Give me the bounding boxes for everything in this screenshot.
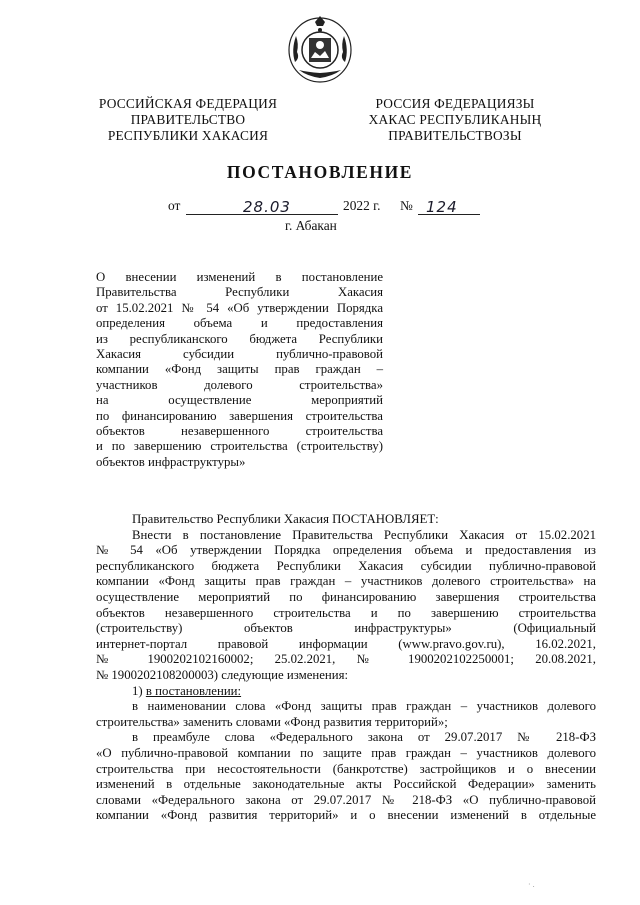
header-left-line-2: ПРАВИТЕЛЬСТВО: [130, 112, 246, 127]
para1-line: компании «Фонд защиты прав граждан – участников долевого строительства» на: [96, 574, 596, 589]
header-left-line-1: РОССИЙСКАЯ ФЕДЕРАЦИЯ: [98, 96, 278, 111]
item-1-number: 1): [132, 683, 143, 698]
item-1: [96, 684, 596, 700]
para2-line: в наименовании слова «Фонд защиты прав граждан – участников долевого: [132, 699, 596, 714]
header-right-khakas: [355, 96, 555, 144]
handwritten-number: 124: [426, 198, 458, 216]
para3-line: словами «Федерального закона от 29.07.2017 № 218-ФЗ «О публично-правовой: [96, 792, 596, 807]
subject-line: по финансированию завершения строительства: [96, 408, 383, 423]
para1-line: объектов незавершенного строительства и по завершению строительства: [96, 605, 596, 620]
preamble: Правительство Республики Хакасия ПОСТАНОВЛЯЕТ:: [132, 512, 439, 526]
date-from-label: от: [168, 198, 181, 213]
subject-line: на осуществление мероприятий: [96, 393, 383, 408]
city-label: г. Абакан: [285, 218, 337, 233]
header-left-russian: [88, 96, 288, 144]
scan-specks: · .: [528, 880, 535, 889]
subject-line: и по завершению строительства (строительству): [96, 439, 383, 454]
subject-line: объектов инфраструктуры»: [96, 454, 246, 469]
subject-block: [96, 270, 383, 470]
date-year: 2022 г.: [343, 198, 381, 213]
para3-line: в преамбуле слова «Федерального закона от 29.07.2017 № 218-ФЗ: [132, 730, 596, 745]
subject-line: участников долевого строительства»: [96, 377, 383, 392]
header-right-line-3: ПРАВИТЕЛЬСТВОЗЫ: [388, 128, 522, 143]
document-title: ПОСТАНОВЛЕНИЕ: [226, 162, 414, 182]
subject-line: Хакасия субсидии публично-правовой: [96, 347, 383, 362]
subject-line: О внесении изменений в постановление: [96, 270, 383, 284]
header-right-line-1: РОССИЯ ФЕДЕРАЦИЯЗЫ: [375, 96, 535, 111]
para1-line: республиканского бюджета Республики Хакасия субсидии публично-правовой: [96, 558, 596, 573]
para1-line: Внести в постановление Правительства Республики Хакасия от 15.02.2021: [132, 527, 596, 542]
number-label: №: [400, 198, 413, 213]
para3-line: изменений в отдельные законодательные акты Российской Федерации» заменить: [96, 777, 596, 792]
para1-line: (строительству) объектов инфраструктуры» (Официальный: [96, 621, 596, 636]
subject-line: объектов незавершенного строительства: [96, 424, 383, 439]
subject-line: определения объема и предоставления: [96, 316, 383, 331]
header-left-line-3: РЕСПУБЛИКИ ХАКАСИЯ: [107, 128, 269, 143]
header-right-line-2: ХАКАС РЕСПУБЛИКАНЫҢ: [368, 112, 542, 127]
subject-line: Правительства Республики Хакасия: [96, 285, 383, 300]
handwritten-date: 28.03: [243, 198, 291, 216]
subject-line: от 15.02.2021 № 54 «Об утверждении Порядка: [96, 300, 383, 315]
subject-line: компании «Фонд защиты прав граждан –: [96, 362, 383, 377]
body-text: [96, 512, 596, 824]
coat-of-arms-emblem: [287, 14, 353, 84]
para1-line: № 1900202108200003) следующие изменения:: [96, 667, 349, 682]
item-1-text: в постановлении:: [145, 683, 242, 698]
subject-line: из республиканского бюджета Республики: [96, 331, 383, 346]
para1-line: № 54 «Об утверждении Порядка определения объема и предоставления из: [96, 543, 596, 558]
para3-line: строительства при несостоятельности (банкротстве) застройщиков и о внесении: [96, 761, 596, 776]
para2-line: строительства» заменить словами «Фонд развития территорий»;: [96, 714, 448, 729]
para1-line: осуществление мероприятий по финансированию завершения строительства: [96, 589, 596, 604]
para3-line: компании «Фонд развития территорий» и о внесении изменений в отдельные: [96, 808, 596, 823]
para3-line: «О публично-правовой компании по защите прав граждан – участников долевого: [96, 745, 596, 760]
para1-line: № 1900202102160002; 25.02.2021, № 1900202102250001; 20.08.2021,: [96, 652, 596, 667]
para1-line: интернет-портал правовой информации (www.pravo.gov.ru), 16.02.2021,: [96, 636, 596, 651]
